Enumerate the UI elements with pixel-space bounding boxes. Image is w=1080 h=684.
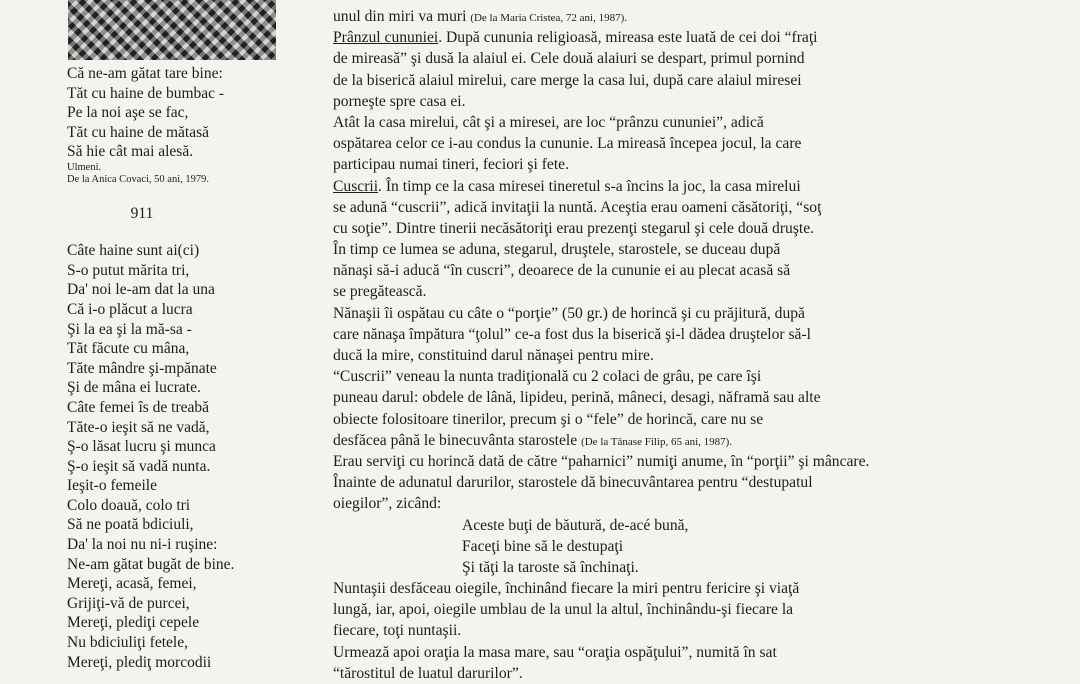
folk-costume-photo <box>68 0 276 60</box>
text-line: cu soţie”. Dintre tinerii necăsătoriţi erau prezenţi stegarul şi cele două druşte. <box>333 219 815 237</box>
poem-line: Mereţi, acasă, femei, <box>67 575 197 593</box>
poem-line: Ne-am gătat bugăt de bine. <box>67 555 235 573</box>
right-column <box>333 6 938 684</box>
text-line <box>333 176 938 197</box>
poem-line: Pe la noi aşe se fac, <box>67 104 189 122</box>
section-heading: Prânzul cununiei <box>333 29 439 47</box>
text-line <box>333 430 938 451</box>
poem-line: Că i-o plăcut a lucra <box>67 300 193 318</box>
poem-line: Ş-o ieşit să vadă nunta. <box>67 457 211 475</box>
poem-line: Tăt făcute cu mâna, <box>67 340 190 358</box>
poem-line: Să hie cât mai alesă. <box>67 143 194 161</box>
poem-line: Grijiţi-vă de purcei, <box>67 594 190 612</box>
text-line: care nănaşa împătura “ţolul” ce-a fost dus la biserică şi-l dădea druştelor să-l <box>333 325 812 343</box>
text-line: puneau darul: obdele de lână, lipideu, perină, mâneci, desagi, năframă sau alte <box>333 389 821 407</box>
text-line: porneşte spre casa ei. <box>333 92 466 110</box>
poem-line: Mereţi, plediţ morcodii <box>67 653 212 671</box>
poem-line: Tăte mândre şi-mpănate <box>67 359 217 377</box>
text-line: de mireasă” şi dusă la alaiul ei. Cele două alaiuri se despart, primul pornind <box>333 50 805 68</box>
verse-line: Aceste buţi de băutură, de-acé bună, <box>462 516 689 534</box>
poem-top <box>67 64 317 162</box>
poem-line: Colo doauă, colo tri <box>67 496 191 514</box>
poem-place: Ulmeni. <box>67 161 102 173</box>
left-column <box>67 64 317 672</box>
poem-number: 911 <box>130 205 154 223</box>
text-line: lungă, iar, apoi, oiegile umblau de la unul la altul, închinându-şi fiecare la <box>333 601 794 619</box>
source-citation: (De la Tănase Filip, 65 ani, 1987). <box>581 435 733 448</box>
poem-line: Tăte-o ieşit să ne vadă, <box>67 418 210 436</box>
poem-line: Ieşit-o femeile <box>67 477 157 495</box>
line-text: unul din miri va muri <box>333 8 467 25</box>
text-line: “tărostitul de luatul darurilor”. <box>333 664 523 682</box>
verse-line: Şi tăţi la taroste să închinaţi. <box>462 558 639 576</box>
text-line: nănaşi să-i aducă “în cuscri”, deoarece de la cununie ei au plecat acasă să <box>333 262 791 280</box>
poem-line: Să ne poată bdiciuli, <box>67 516 194 534</box>
poem-line: Că ne-am gătat tare bine: <box>67 65 223 82</box>
line-text: desfăcea până le binecuvânta starostele <box>333 431 578 449</box>
text-line: oiegilor”, zicând: <box>333 495 442 513</box>
poem-line: Da' noi le-am dat la una <box>67 281 215 299</box>
text-line: se pregătească. <box>333 283 427 301</box>
poem-line: Câte haine sunt ai(ci) <box>67 242 200 260</box>
poem-line: Şi la ea şi la mă-sa - <box>67 320 192 338</box>
line-text: . După cununia religioasă, mireasa este luată de cei doi “fraţi <box>438 29 818 47</box>
poem-source: De la Anica Covaci, 50 ani, 1979. <box>67 173 210 185</box>
text-line <box>333 6 938 27</box>
text-line: Nuntaşii desfăceau oiegile, închinând fiecare la miri pentru fericire şi viaţă <box>333 580 800 598</box>
text-line: Atât la casa mirelui, cât şi a miresei, are loc “prânzu cununiei”, adică <box>333 113 764 131</box>
text-line: În timp ce lumea se aduna, stegarul, druştele, starostele, se duceau după <box>333 241 781 259</box>
verse-line: Faceţi bine să le destupaţi <box>462 537 624 555</box>
text-line: fiecare, toţi nuntaşii. <box>333 622 462 640</box>
poem-line: Mereţi, plediţi cepele <box>67 614 200 632</box>
text-line: ducă la mire, constituind darul nănaşei pentru mire. <box>333 347 654 364</box>
text-line: Urmează apoi oraţia la masa mare, sau “oraţia ospăţului”, numită în sat <box>333 643 777 661</box>
line-text: . În timp ce la casa miresei tineretul s-a încins la joc, la casa mirelui <box>378 177 801 195</box>
poem-bottom <box>67 241 317 672</box>
text-line: ospătarea celor ce i-au condus la cununie. La mireasă începea jocul, la care <box>333 135 802 153</box>
text-line <box>333 27 938 48</box>
text-line: Nănaşii îi ospătau cu câte o “porţie” (50 gr.) de horincă şi cu prăjitură, după <box>333 304 805 322</box>
poem-line: Nu bdiciuliţi fetele, <box>67 634 188 652</box>
text-line: se adună “cuscrii”, adică invitaţii la nuntă. Aceştia erau oameni căsătoriţi, “soţ <box>333 198 822 216</box>
text-line: participau numai tineri, feciori şi fete. <box>333 156 569 174</box>
text-line: obiecte folositoare tinerilor, precum şi o “fele” de horincă, care nu se <box>333 410 764 428</box>
poem-line: Ş-o lăsat lucru şi munca <box>67 438 216 456</box>
text-line: de la biserică alaiul mirelui, care merge la casa lui, după care alaiul miresei <box>333 71 802 89</box>
text-line: “Cuscrii” veneau la nunta tradiţională cu 2 colaci de grâu, pe care îşi <box>333 368 762 386</box>
text-line: Erau serviţi cu horincă dată de către “paharnici” numiţi anume, în “porţii” şi mâncare. <box>333 452 870 470</box>
poem-line: Tăt cu haine de bumbac - <box>67 84 225 102</box>
text-line: Înainte de adunatul darurilor, starostele dă binecuvântarea pentru “destupatul <box>333 474 813 492</box>
poem-line: Tăt cu haine de mătasă <box>67 123 210 141</box>
poem-line: Da' la noi nu ni-i ruşine: <box>67 536 218 554</box>
poem-line: Câte femei îs de treabă <box>67 398 210 416</box>
section-heading: Cuscrii <box>333 177 379 195</box>
poem-line: Şi de mâna ei lucrate. <box>67 379 201 397</box>
poem-line: S-o putut mărita tri, <box>67 261 190 279</box>
source-citation: (De la Maria Cristea, 72 ani, 1987). <box>470 12 628 24</box>
